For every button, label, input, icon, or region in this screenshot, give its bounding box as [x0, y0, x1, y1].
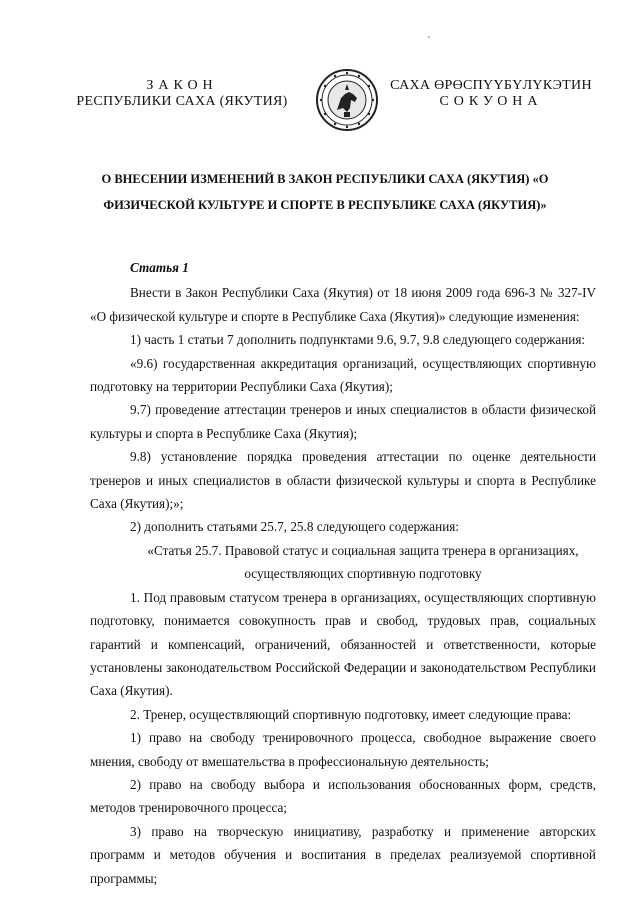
header-right-line1: САХА ӨРӨСПҮҮБҮЛҮКЭТИН [390, 78, 592, 93]
header-right [376, 78, 606, 110]
header-left-line2: РЕСПУБЛИКИ САХА (ЯКУТИЯ) [76, 94, 288, 109]
scan-speck [428, 36, 430, 38]
document-body [90, 256, 596, 890]
paragraph: 1. Под правовым статусом тренера в организациях, осуществляющих спортивную подготовку, понимается совокупность прав и свобод, трудовых прав, социальных гарантий и компенсаций, ограничений, обязанностей и ответственности, которые установлены законодательством Российской Федерации и законодательством Республики Саха (Якутия). [90, 589, 596, 699]
paragraph: 2) право на свободу выбора и использования обоснованных форм, средств, методов тренировочного процесса; [90, 776, 596, 816]
article-heading: Статья 1 [130, 260, 189, 275]
coat-of-arms-icon [315, 68, 379, 132]
scan-mark [16, 6, 19, 14]
header-right-line2: СОКУОНА [439, 94, 543, 109]
header-left-line1: ЗАКОН [146, 78, 218, 93]
subarticle-heading-line1: «Статья 25.7. Правовой статус и социальная защита тренера в организациях, [147, 542, 579, 558]
paragraph: 2) дополнить статьями 25.7, 25.8 следующего содержания: [130, 519, 459, 535]
paragraph: «9.6) государственная аккредитация организаций, осуществляющих спортивную подготовку на территории Республики Саха (Якутия); [90, 355, 596, 395]
paragraph: 9.7) проведение аттестации тренеров и иных специалистов в области физической культуры и спорта в Республике Саха (Якутия); [90, 402, 596, 441]
paragraph: 3) право на творческую инициативу, разработку и применение авторских программ и методов обучения и воспитания в пределах реализуемой спортивной программы; [90, 823, 596, 886]
paragraph: 1) право на свободу тренировочного процесса, свободное выражение своего мнения, свободу от вмешательства в профессиональную деятельность; [90, 730, 596, 769]
subarticle-heading-line2: осуществляющих спортивную подготовку [244, 566, 482, 582]
header-left [72, 78, 292, 110]
paragraph: 9.8) установление порядка проведения аттестации по оценке деятельности тренеров и иных специалистов в области физической культуры и спорта в Республике Саха (Якутия);»; [90, 449, 596, 512]
paragraph: Внести в Закон Республики Саха (Якутия) от 18 июня 2009 года 696-З № 327-IV «О физической культуре и спорте в Республике Саха (Якутия)» следующие изменения: [90, 285, 596, 324]
paragraph: 1) часть 1 статьи 7 дополнить подпунктами 9.6, 9.7, 9.8 следующего содержания: [130, 332, 586, 348]
document-header [0, 68, 640, 132]
paragraph: 2. Тренер, осуществляющий спортивную подготовку, имеет следующие права: [130, 706, 572, 722]
document-title: О ВНЕСЕНИИ ИЗМЕНЕНИЙ В ЗАКОН РЕСПУБЛИКИ САХА (ЯКУТИЯ) «О ФИЗИЧЕСКОЙ КУЛЬТУРЕ И СПОРТЕ В РЕСПУБЛИКЕ САХА (ЯКУТИЯ)» [101, 172, 549, 212]
